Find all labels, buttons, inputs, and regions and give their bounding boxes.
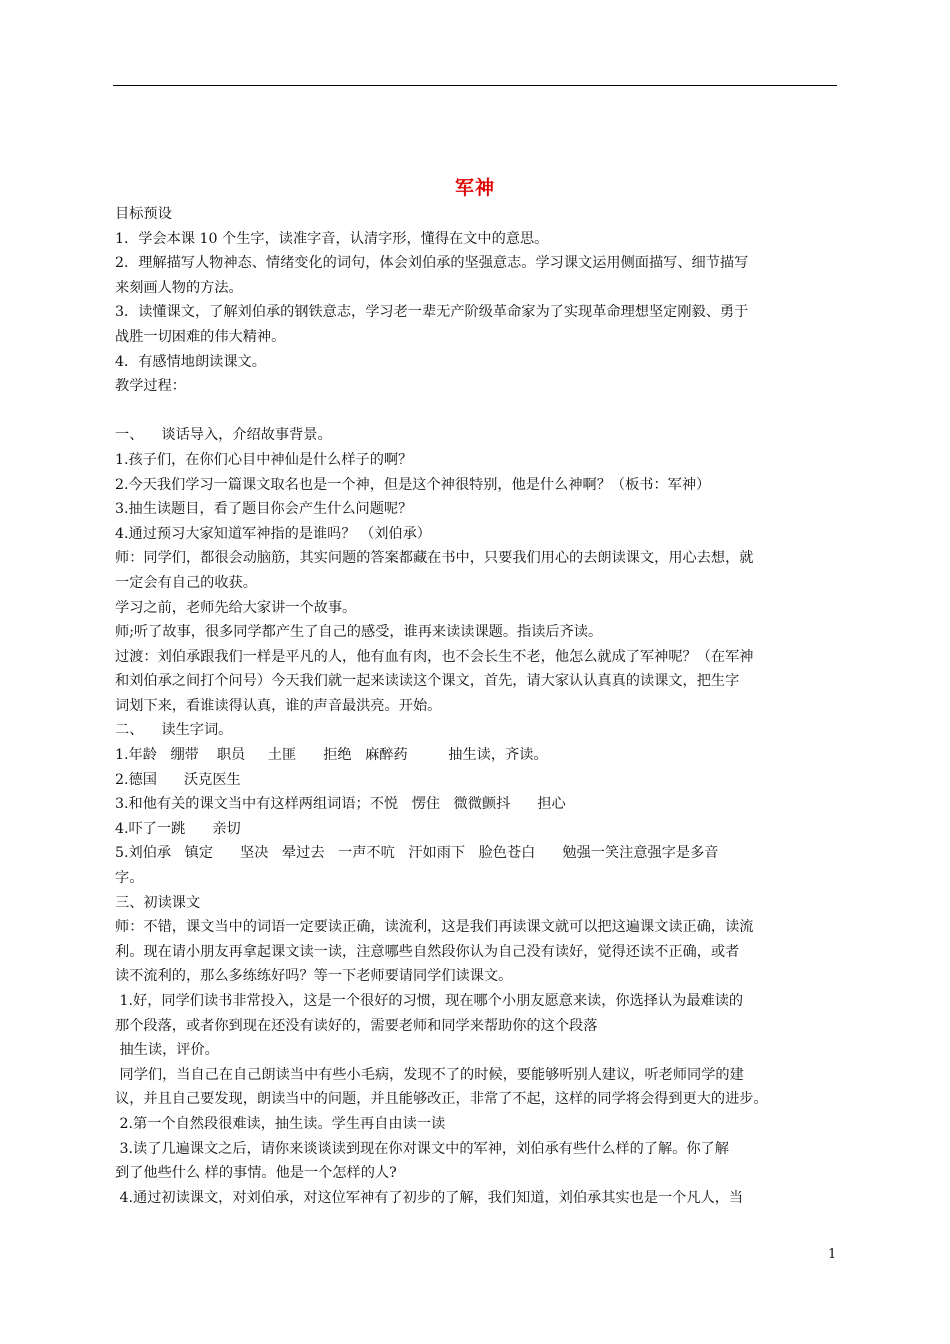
text-line: 2.今天我们学习一篇课文取名也是一个神，但是这个神很特别，他是什么神啊？（板书：军神） bbox=[115, 476, 711, 493]
document-title: 军神 bbox=[454, 177, 495, 199]
text-line: 2.第一个自然段很难读，抽生读。学生再自由读一读 bbox=[115, 1115, 446, 1132]
text-line: 1.好，同学们读书非常投入，这是一个很好的习惯，现在哪个小朋友愿意来读，你选择认为最难读的 bbox=[115, 993, 744, 1009]
text-line: 1.孩子们，在你们心目中神仙是什么样子的啊？ bbox=[115, 451, 413, 468]
text-line: 利。现在请小朋友再拿起课文读一读，注意哪些自然段你认为自己没有读好，觉得还读不正确，或者 bbox=[115, 943, 740, 960]
text-line: 同学们，当自己在自己朗读当中有些小毛病，发现不了的时候，要能够听别人建议，听老师同学的建 bbox=[115, 1066, 744, 1083]
text-line: 3.和他有关的课文当中有这样两组词语；不悦 愣住 微微颤抖 担心 bbox=[115, 796, 566, 813]
text-line: 3.抽生读题目，看了题目你会产生什么问题呢？ bbox=[115, 501, 413, 518]
text-line: 5.刘伯承 镇定 坚决 晕过去 一声不吭 汗如雨下 脸色苍白 勉强一笑注意强字是多音 bbox=[115, 845, 719, 862]
text-line: 师：同学们，都很会动脑筋，其实问题的答案都藏在书中，只要我们用心的去朗读课文，用心去想，就 bbox=[115, 550, 754, 567]
text-line: 词划下来，看谁读得认真，谁的声音最洪亮。开始。 bbox=[115, 697, 442, 714]
text-line: 二、 读生字词。 bbox=[115, 722, 233, 739]
text-line: 字。 bbox=[115, 870, 144, 887]
text-line: 4．有感情地朗读课文。 bbox=[115, 353, 266, 370]
text-line: 师：不错，课文当中的词语一定要读正确，读流利，这是我们再读课文就可以把这遍课文读正确，读流 bbox=[115, 919, 754, 936]
text-line: 教学过程： bbox=[115, 378, 186, 395]
text-line: 议，并且自己要发现，朗读当中的问题，并且能够改正，非常了不起，这样的同学将会得到更大的进步。 bbox=[115, 1091, 768, 1108]
text-line: 2.德国 沃克医生 bbox=[115, 771, 241, 788]
text-line: 2．理解描写人物神态、情绪变化的词句，体会刘伯承的坚强意志。学习课文运用侧面描写、细节描写 bbox=[115, 255, 749, 272]
text-line: 三、初读课文 bbox=[115, 894, 201, 911]
text-line: 到了他些什么 样的事情。他是一个怎样的人? bbox=[115, 1165, 397, 1182]
text-line: 读不流利的，那么多练练好吗？等一下老师要请同学们读课文。 bbox=[115, 968, 513, 985]
text-line: 4.通过初读课文，对刘伯承，对这位军神有了初步的了解，我们知道，刘伯承其实也是一个凡人，当 bbox=[115, 1189, 744, 1206]
text-line: 战胜一切困难的伟大精神。 bbox=[115, 328, 286, 345]
document-body bbox=[115, 202, 839, 1210]
text-line: 4.吓了一跳 亲切 bbox=[115, 820, 241, 837]
header-rule bbox=[113, 85, 837, 86]
page-number: 1 bbox=[828, 1247, 837, 1262]
text-line: 抽生读，评价。 bbox=[115, 1042, 219, 1059]
text-line: 3．读懂课文，了解刘伯承的钢铁意志，学习老一辈无产阶级革命家为了实现革命理想坚定刚毅、勇于 bbox=[115, 304, 749, 321]
text-line: 1．学会本课 10 个生字，读准字音，认清字形，懂得在文中的意思。 bbox=[115, 230, 549, 247]
text-line: 那个段落，或者你到现在还没有读好的，需要老师和同学来帮助你的这个段落 bbox=[115, 1017, 598, 1034]
text-line: 3.读了几遍课文之后，请你来谈谈读到现在你对课文中的军神，刘伯承有些什么样的了解。你了解 bbox=[115, 1140, 729, 1157]
text-line: 和刘伯承之间打个问号）今天我们就一起来读读这个课文，首先，请大家认认真真的读课文，把生字 bbox=[115, 673, 740, 690]
text-line: 学习之前，老师先给大家讲一个故事。 bbox=[115, 599, 357, 616]
text-line: 一定会有自己的收获。 bbox=[115, 574, 257, 591]
text-line: 1.年龄 绷带 职员 土匪 拒绝 麻醉药 抽生读，齐读。 bbox=[115, 747, 548, 764]
text-line: 师;听了故事，很多同学都产生了自己的感受，谁再来读读课题。指读后齐读。 bbox=[115, 624, 603, 641]
text-line: 目标预设 bbox=[115, 206, 172, 222]
text-line: 4.通过预习大家知道军神指的是谁吗？ （刘伯承） bbox=[115, 525, 431, 542]
text-line: 过渡：刘伯承跟我们一样是平凡的人，他有血有肉，也不会长生不老，他怎么就成了军神呢？（在军神 bbox=[115, 648, 754, 665]
blank-line bbox=[115, 399, 839, 424]
text-line: 一、 谈话导入，介绍故事背景。 bbox=[115, 427, 332, 444]
text-line: 来刻画人物的方法。 bbox=[115, 279, 243, 296]
